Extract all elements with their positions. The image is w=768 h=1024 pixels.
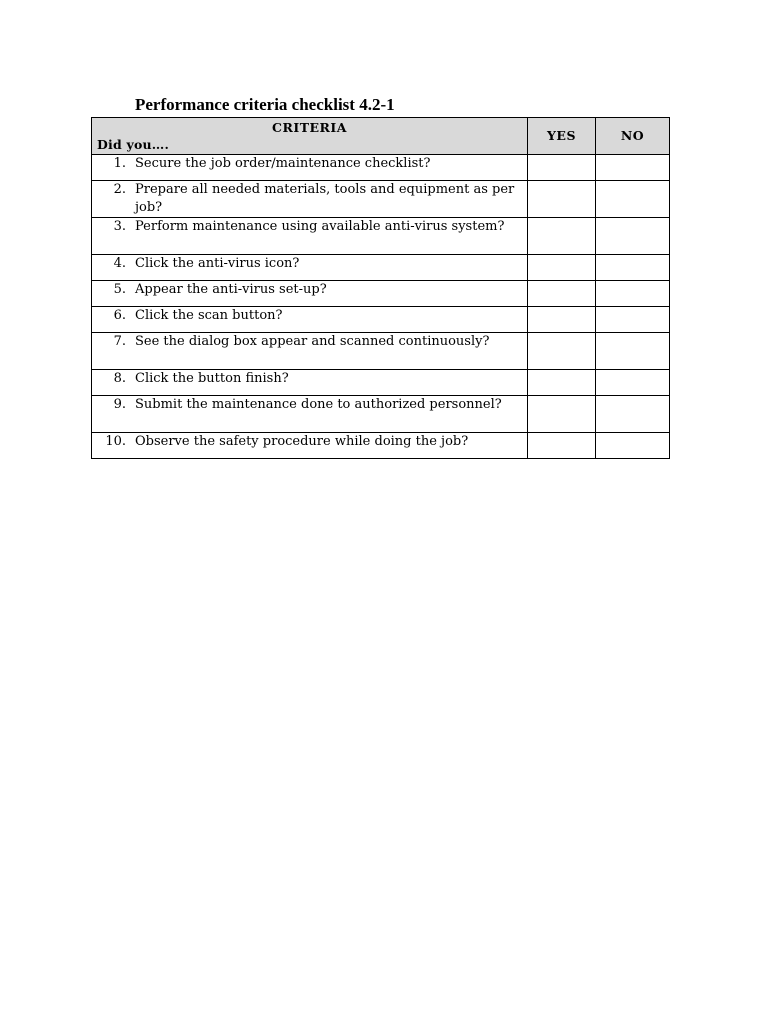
yes-cell[interactable] [528, 281, 596, 307]
table-row [92, 181, 670, 218]
item-text: Click the button finish? [135, 371, 289, 386]
item-number: 1. [113, 156, 126, 171]
yes-cell[interactable] [528, 396, 596, 433]
checklist-table [91, 117, 670, 459]
item-number: 6. [113, 308, 126, 323]
item-number: 3. [113, 219, 126, 234]
item-number: 2. [113, 182, 126, 197]
did-you-label: Did you…. [97, 137, 170, 152]
yes-cell[interactable] [528, 433, 596, 459]
table-row [92, 281, 670, 307]
item-text: Submit the maintenance done to authorized personnel? [135, 397, 502, 412]
table-row [92, 307, 670, 333]
item-number: 7. [113, 334, 126, 349]
table-row [92, 396, 670, 433]
item-text: Perform maintenance using available anti-virus system? [135, 219, 505, 234]
table-row [92, 218, 670, 255]
yes-cell[interactable] [528, 307, 596, 333]
criteria-cell [92, 218, 528, 255]
yes-cell[interactable] [528, 333, 596, 370]
no-cell[interactable] [596, 307, 670, 333]
item-number: 5. [113, 282, 126, 297]
criteria-header-label: CRITERIA [272, 120, 347, 135]
item-text: Secure the job order/maintenance checklist? [135, 156, 431, 171]
no-cell[interactable] [596, 281, 670, 307]
header-row [92, 118, 670, 155]
table-row [92, 433, 670, 459]
criteria-cell [92, 307, 528, 333]
item-number: 8. [113, 371, 126, 386]
criteria-cell [92, 181, 528, 218]
no-header: NO [596, 118, 670, 155]
no-cell[interactable] [596, 433, 670, 459]
item-number: 9. [113, 397, 126, 412]
criteria-cell [92, 333, 528, 370]
criteria-cell [92, 370, 528, 396]
yes-cell[interactable] [528, 255, 596, 281]
yes-cell[interactable] [528, 181, 596, 218]
item-text: Click the anti-virus icon? [135, 256, 300, 271]
criteria-header [92, 118, 528, 155]
item-text: Observe the safety procedure while doing the job? [135, 434, 469, 449]
table-row [92, 370, 670, 396]
page-title: Performance criteria checklist 4.2-1 [135, 95, 395, 114]
item-number: 4. [113, 256, 126, 271]
no-cell[interactable] [596, 255, 670, 281]
table-row [92, 155, 670, 181]
item-text: See the dialog box appear and scanned continuously? [135, 334, 490, 349]
no-cell[interactable] [596, 155, 670, 181]
table-row [92, 333, 670, 370]
no-cell[interactable] [596, 333, 670, 370]
yes-cell[interactable] [528, 155, 596, 181]
yes-cell[interactable] [528, 370, 596, 396]
criteria-cell [92, 433, 528, 459]
criteria-cell [92, 396, 528, 433]
no-cell[interactable] [596, 181, 670, 218]
no-cell[interactable] [596, 218, 670, 255]
item-text: Prepare all needed materials, tools and equipment as per job? [135, 182, 515, 215]
criteria-cell [92, 155, 528, 181]
table-row [92, 255, 670, 281]
yes-header: YES [528, 118, 596, 155]
yes-cell[interactable] [528, 218, 596, 255]
item-number: 10. [105, 434, 126, 449]
no-cell[interactable] [596, 396, 670, 433]
criteria-cell [92, 281, 528, 307]
item-text: Click the scan button? [135, 308, 283, 323]
criteria-cell [92, 255, 528, 281]
item-text: Appear the anti-virus set-up? [135, 282, 327, 297]
no-cell[interactable] [596, 370, 670, 396]
